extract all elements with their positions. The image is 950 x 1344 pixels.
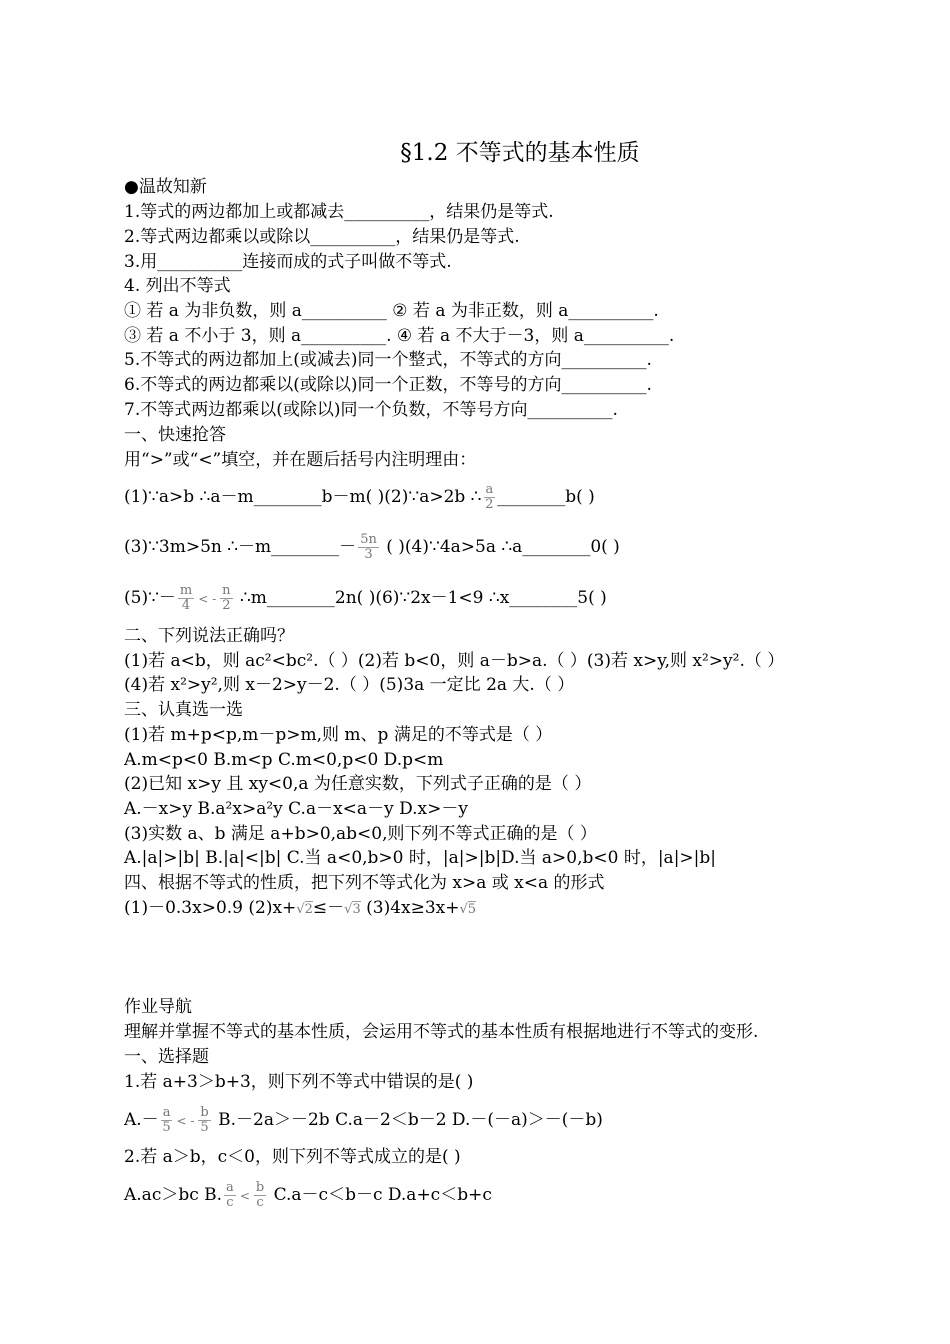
row2-text: (3)∵3m>5n ∴－m________－	[124, 537, 357, 557]
part4-q1	[124, 896, 476, 922]
part3-q3-options: A.|a|>|b| B.|a|<|b| C.当 a<0,b>0 时，|a|>|b|D.当 a>0,b<0 时，|a|>|b|	[124, 848, 717, 868]
part1-heading: 一、快速抢答	[124, 425, 226, 445]
part2-line1: (1)若 a<b，则 ac²<bc².（ ）(2)若 b<0，则 a－b>a.（ ）(3)若 x>y,则 x²>y².（ ）	[124, 651, 785, 671]
fraction-b-over-5: $\frac{b}{5}$	[200, 1105, 209, 1135]
less-than-minus-2: < -	[176, 1113, 195, 1128]
part4-text: (1)－0.3x>0.9 (2)x+	[124, 898, 297, 918]
part1-row2	[124, 533, 620, 562]
part3-q2: (2)已知 x>y 且 xy<0,a 为任意实数，下列式子正确的是（ ）	[124, 774, 592, 794]
row1-text: (1)∵a>b ∴a－m________b－m( )(2)∵a>2b ∴	[124, 487, 482, 507]
fraction-n-over-2: $\frac{n}{2}$	[222, 583, 231, 613]
homework-section: 一、选择题	[124, 1047, 209, 1067]
review-q3: 3.用__________连接而成的式子叫做不等式.	[124, 252, 452, 272]
homework-goal: 理解并掌握不等式的基本性质，会运用不等式的基本性质有根据地进行不等式的变形.	[124, 1022, 759, 1042]
review-q1: 1.等式的两边都加上或都减去__________，结果仍是等式.	[124, 202, 554, 222]
part2-line2: (4)若 x²>y²,则 x－2>y－2.（ ）(5)3a 一定比 2a 大.（ ）	[124, 675, 575, 695]
review-q4: 4. 列出不等式	[124, 276, 231, 296]
row3-text: (5)∵－	[124, 588, 176, 608]
homework-q1: 1.若 a+3＞b+3，则下列不等式中错误的是( )	[124, 1072, 474, 1092]
fraction-m-over-4: $\frac{m}{4}$	[179, 583, 193, 613]
review-heading: ●温故知新	[124, 177, 207, 197]
page-title: §1.2 不等式的基本性质	[400, 140, 640, 166]
part1-intro: 用“>”或“<”填空，并在题后括号内注明理由：	[124, 450, 477, 470]
part4-heading: 四、根据不等式的性质，把下列不等式化为 x>a 或 x<a 的形式	[124, 873, 605, 893]
review-q4b: ③ 若 a 不小于 3，则 a__________. ④ 若 a 不大于－3，则 a__________.	[124, 326, 675, 346]
homework-q2: 2.若 a＞b，c＜0，则下列不等式成立的是( )	[124, 1147, 461, 1167]
part4-mid: ≤－	[312, 898, 345, 918]
less-than: <	[239, 1188, 250, 1203]
homework-heading: 作业导航	[124, 997, 192, 1017]
fraction-5n-over-3: $\frac{5n}{3}$	[360, 532, 377, 562]
part3-q2-options: A.－x>y B.a²x>a²y C.a－x<a－y D.x>－y	[124, 799, 468, 819]
row1-tail: ________b( )	[497, 487, 595, 507]
q2-option-a: A.ac＞bc B.	[124, 1185, 223, 1205]
fraction-b-over-c: $\frac{b}{c}$	[255, 1180, 265, 1210]
sqrt-2: √2	[296, 902, 313, 917]
sqrt-3: √3	[344, 902, 361, 917]
review-q2: 2.等式两边都乘以或除以__________，结果仍是等式.	[124, 227, 520, 247]
q2-options-rest: C.a－c＜b－c D.a+c＜b+c	[268, 1185, 492, 1205]
homework-q2-options	[124, 1181, 492, 1210]
part3-q3: (3)实数 a、b 满足 a+b>0,ab<0,则下列不等式正确的是（ ）	[124, 824, 597, 844]
part1-row3	[124, 584, 607, 613]
review-q4a: ① 若 a 为非负数，则 a__________ ② 若 a 为非正数，则 a__________.	[124, 301, 659, 321]
homework-q1-options	[124, 1106, 603, 1135]
fraction-a-over-5: $\frac{a}{5}$	[162, 1105, 171, 1135]
part3-q1: (1)若 m+p<p,m－p>m,则 m、p 满足的不等式是（ ）	[124, 725, 553, 745]
q1-option-a: A.－	[124, 1110, 159, 1130]
less-than-minus: < -	[198, 591, 217, 606]
q1-options-rest: B.－2a＞－2b C.a－2＜b－2 D.－(－a)＞－(－b)	[212, 1110, 603, 1130]
part4-tail: (3)4x≥3x+	[360, 898, 460, 918]
review-q7: 7.不等式两边都乘以(或除以)同一个负数，不等号方向__________.	[124, 400, 618, 420]
fraction-a-over-2: $\frac{a}{2}$	[485, 482, 494, 512]
row2-mid: ( )(4)∵4a>5a ∴a________0( )	[380, 537, 620, 557]
fraction-a-over-c: $\frac{a}{c}$	[226, 1180, 234, 1210]
sqrt-5: √5	[459, 902, 477, 917]
review-q6: 6.不等式的两边都乘以(或除以)同一个正数，不等号的方向__________.	[124, 375, 652, 395]
part1-row1	[124, 483, 595, 512]
part3-heading: 三、认真选一选	[124, 700, 243, 720]
part2-heading: 二、下列说法正确吗？	[124, 626, 294, 646]
review-q5: 5.不等式的两边都加上(或减去)同一个整式，不等式的方向__________.	[124, 350, 652, 370]
part3-q1-options: A.m<p<0 B.m<p C.m<0,p<0 D.p<m	[124, 750, 444, 770]
row3-mid: ∴m________2n( )(6)∵2x－1<9 ∴x________5( )	[234, 588, 607, 608]
